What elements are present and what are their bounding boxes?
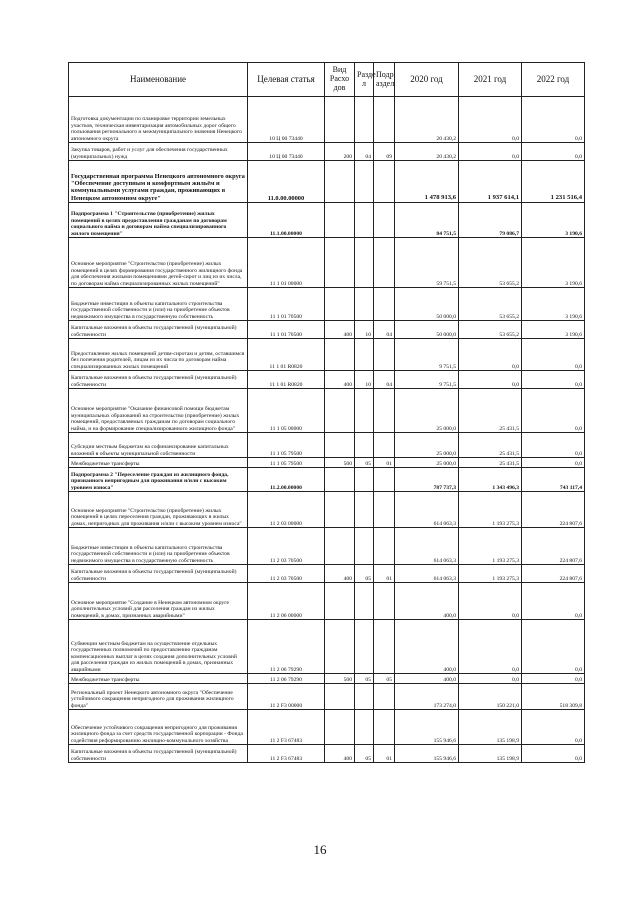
table-row (69, 371, 585, 389)
header-expense-type: Вид Расхо дов (325, 63, 355, 97)
cell-rz (355, 97, 374, 143)
cell-vr (325, 161, 355, 203)
cell-y2020: 25 000,0 (395, 433, 459, 458)
cell-y2020: 9 751,5 (395, 339, 459, 371)
cell-vr (325, 684, 355, 710)
cell-y2022: 0,0 (522, 745, 585, 763)
cell-target: 11.1.00.00000 (248, 203, 325, 238)
cell-rz: 05 (355, 458, 374, 468)
cell-vr (325, 238, 355, 288)
cell-name: Обеспечение устойчивого сокращения непригодного для проживания жилищного фонда за счет средств государственной корпорации - Фонда содействия реформированию жилищно-коммунального хозяйства (69, 710, 248, 745)
cell-vr (325, 620, 355, 674)
cell-name: Субвенции местным бюджетам на осуществление отдельных государственных полномочий по предоставлению гражданам компенсационных выплат в целях создания дополнительных условий для расселения граждан из жилых помещений в домах, признанных аварийными (69, 620, 248, 674)
cell-rz: 10 (355, 321, 374, 339)
cell-pr: 09 (374, 143, 395, 161)
cell-vr (325, 203, 355, 238)
cell-y2021: 25 431,5 (459, 389, 522, 433)
budget-table (68, 62, 585, 763)
cell-rz (355, 684, 374, 710)
page-number: 16 (313, 842, 327, 857)
table-row (69, 458, 585, 468)
cell-name: Межбюджетные трансферты (69, 458, 248, 468)
cell-name: Межбюджетные трансферты (69, 674, 248, 684)
cell-y2021: 53 655,2 (459, 238, 522, 288)
cell-pr (374, 528, 395, 565)
cell-y2021: 0,0 (459, 97, 522, 143)
cell-y2020: 84 751,5 (395, 203, 459, 238)
cell-target: 11 2 F3 00000 (248, 684, 325, 710)
cell-pr (374, 97, 395, 143)
cell-y2021: 135 198,9 (459, 710, 522, 745)
cell-y2020: 400,0 (395, 583, 459, 620)
cell-y2022: 0,0 (522, 710, 585, 745)
cell-name: Бюджетные инвестиции в объекты капитального строительства государственной собственности и (или) на приобретение объектов недвижимого имущества в государственную собственность (69, 528, 248, 565)
cell-name: Капитальные вложения в объекты государственной (муниципальной) собственности (69, 745, 248, 763)
cell-y2020: 155 946,6 (395, 745, 459, 763)
cell-vr (325, 583, 355, 620)
cell-rz (355, 389, 374, 433)
cell-y2022: 3 190,6 (522, 203, 585, 238)
cell-y2020: 614 063,3 (395, 528, 459, 565)
cell-pr (374, 203, 395, 238)
header-section: Разде л (355, 63, 374, 97)
cell-name: Закупка товаров, работ и услуг для обеспечения государственных (муниципальных) нужд (69, 143, 248, 161)
cell-rz: 05 (355, 674, 374, 684)
table-row (69, 710, 585, 745)
cell-name: Подготовка документации по планировке территории земельных участков, техническая инвентаризация автомобильных дорог общего пользования регионального и межмуниципального значения Ненецкого автономного округа (69, 97, 248, 143)
header-2022: 2022 год (522, 63, 585, 97)
cell-y2022: 3 190,6 (522, 238, 585, 288)
cell-pr: 05 (374, 674, 395, 684)
cell-rz: 05 (355, 565, 374, 583)
cell-rz (355, 528, 374, 565)
cell-pr: 01 (374, 745, 395, 763)
cell-y2022: 743 117,4 (522, 468, 585, 492)
cell-y2020: 20 430,2 (395, 97, 459, 143)
cell-y2022: 0,0 (522, 143, 585, 161)
cell-vr (325, 468, 355, 492)
cell-target: 11 1 05 79500 (248, 458, 325, 468)
cell-vr (325, 389, 355, 433)
table-row (69, 97, 585, 143)
cell-pr (374, 468, 395, 492)
table-row (69, 492, 585, 528)
cell-target: 11 2 06 79290 (248, 674, 325, 684)
cell-y2021: 1 193 275,3 (459, 528, 522, 565)
cell-rz: 10 (355, 371, 374, 389)
cell-target: 11 1 01 70500 (248, 288, 325, 321)
cell-pr (374, 620, 395, 674)
cell-pr (374, 583, 395, 620)
cell-y2022: 0,0 (522, 97, 585, 143)
cell-y2020: 25 000,0 (395, 389, 459, 433)
cell-vr: 400 (325, 371, 355, 389)
table-body (69, 97, 585, 763)
cell-name: Основное мероприятие "Строительство (приобретение) жилых помещений в целях переселения граждан, проживающих в жилых домах, непригодных для проживания и/или с высоким уровнем износа" (69, 492, 248, 528)
cell-y2022: 224 807,6 (522, 492, 585, 528)
cell-rz (355, 238, 374, 288)
cell-y2020: 50 000,0 (395, 288, 459, 321)
cell-y2020: 9 751,5 (395, 371, 459, 389)
cell-target: 10 Ц 00 73440 (248, 97, 325, 143)
cell-rz (355, 339, 374, 371)
cell-target: 11 1 05 79500 (248, 433, 325, 458)
cell-vr: 200 (325, 143, 355, 161)
cell-vr (325, 710, 355, 745)
cell-y2020: 173 274,0 (395, 684, 459, 710)
cell-target: 11 1 01 R0820 (248, 339, 325, 371)
cell-y2022: 0,0 (522, 674, 585, 684)
table-row (69, 339, 585, 371)
cell-name: Основное мероприятие "Строительство (приобретение) жилых помещений в целях формирования государственного жилищного фонда для обеспечения жилыми помещениями детей-сирот и лиц из их числа, по договорам найма специализированных жилых помещений" (69, 238, 248, 288)
cell-y2022: 224 807,6 (522, 565, 585, 583)
cell-y2021: 0,0 (459, 371, 522, 389)
cell-y2021: 0,0 (459, 674, 522, 684)
cell-target: 11 2 F3 67483 (248, 710, 325, 745)
cell-y2020: 614 063,3 (395, 492, 459, 528)
cell-y2022: 3 190,6 (522, 288, 585, 321)
cell-rz (355, 468, 374, 492)
cell-pr: 04 (374, 371, 395, 389)
cell-y2020: 155 946,6 (395, 710, 459, 745)
cell-name: Государственная программа Ненецкого автономного округа "Обеспечение доступным и комфортным жильём и коммунальными услугами граждан, проживающих в Ненецком автономном округе" (69, 161, 248, 203)
table-row (69, 203, 585, 238)
table-row (69, 143, 585, 161)
cell-y2021: 1 937 614,1 (459, 161, 522, 203)
cell-target: 11 2 06 00000 (248, 583, 325, 620)
cell-vr (325, 492, 355, 528)
table-header-row (69, 63, 585, 97)
header-subsection: Подр аздел (374, 63, 395, 97)
cell-rz (355, 433, 374, 458)
table-row (69, 468, 585, 492)
cell-pr (374, 433, 395, 458)
cell-y2021: 25 431,5 (459, 433, 522, 458)
cell-y2021: 79 086,7 (459, 203, 522, 238)
cell-name: Подпрограмма 1 "Строительство (приобретение) жилых помещений в целях предоставления гражданам по договорам социального найма и договорам найма специализированного жилого помещения" (69, 203, 248, 238)
cell-vr (325, 433, 355, 458)
cell-y2022: 0,0 (522, 389, 585, 433)
cell-rz (355, 583, 374, 620)
header-name: Наименование (69, 63, 248, 97)
cell-target: 11 2 03 70500 (248, 565, 325, 583)
cell-rz (355, 161, 374, 203)
table-row (69, 389, 585, 433)
cell-rz: 04 (355, 143, 374, 161)
cell-vr (325, 97, 355, 143)
cell-y2020: 50 000,0 (395, 321, 459, 339)
cell-y2021: 135 198,9 (459, 745, 522, 763)
cell-vr: 400 (325, 565, 355, 583)
table-row (69, 528, 585, 565)
table-row (69, 161, 585, 203)
cell-vr: 400 (325, 321, 355, 339)
table-row (69, 321, 585, 339)
cell-y2022: 0,0 (522, 620, 585, 674)
cell-pr (374, 161, 395, 203)
cell-name: Подпрограмма 2 "Переселение граждан из жилищного фонда, признанного непригодным для проживания и/или с высоким уровнем износа" (69, 468, 248, 492)
cell-rz (355, 288, 374, 321)
cell-pr (374, 684, 395, 710)
cell-pr (374, 389, 395, 433)
cell-y2020: 20 430,2 (395, 143, 459, 161)
cell-target: 11 1 01 00000 (248, 238, 325, 288)
table-row (69, 565, 585, 583)
cell-target: 11.2.00.00000 (248, 468, 325, 492)
cell-target: 11 2 03 70500 (248, 528, 325, 565)
cell-y2020: 400,0 (395, 674, 459, 684)
cell-y2021: 0,0 (459, 143, 522, 161)
cell-vr: 500 (325, 458, 355, 468)
cell-y2022: 3 190,6 (522, 321, 585, 339)
cell-y2021: 0,0 (459, 339, 522, 371)
cell-vr: 500 (325, 674, 355, 684)
cell-y2020: 59 751,5 (395, 238, 459, 288)
cell-y2020: 1 478 913,6 (395, 161, 459, 203)
cell-pr (374, 492, 395, 528)
cell-y2021: 0,0 (459, 620, 522, 674)
cell-pr (374, 288, 395, 321)
cell-y2022: 0,0 (522, 583, 585, 620)
cell-target: 10 Ц 00 73440 (248, 143, 325, 161)
cell-target: 11 1 01 R0820 (248, 371, 325, 389)
table-row (69, 745, 585, 763)
cell-target: 11.0.00.00000 (248, 161, 325, 203)
cell-rz: 05 (355, 745, 374, 763)
cell-target: 11 2 F3 67483 (248, 745, 325, 763)
cell-y2022: 518 309,8 (522, 684, 585, 710)
table-row (69, 674, 585, 684)
cell-pr: 04 (374, 321, 395, 339)
table-row (69, 288, 585, 321)
table-row (69, 620, 585, 674)
header-target: Целевая статья (248, 63, 325, 97)
table-row (69, 238, 585, 288)
cell-rz (355, 710, 374, 745)
cell-pr (374, 238, 395, 288)
cell-name: Субсидии местным бюджетам на софинансирование капитальных вложений в объекты муниципальной собственности (69, 433, 248, 458)
cell-y2021: 53 655,2 (459, 288, 522, 321)
cell-y2020: 25 000,0 (395, 458, 459, 468)
cell-y2022: 0,0 (522, 433, 585, 458)
cell-y2021: 0,0 (459, 583, 522, 620)
cell-vr (325, 528, 355, 565)
cell-y2022: 1 231 516,4 (522, 161, 585, 203)
cell-y2020: 787 737,3 (395, 468, 459, 492)
header-2021: 2021 год (459, 63, 522, 97)
cell-y2021: 150 221,0 (459, 684, 522, 710)
cell-target: 11 1 01 70500 (248, 321, 325, 339)
cell-pr (374, 339, 395, 371)
cell-vr (325, 288, 355, 321)
cell-y2021: 1 343 496,3 (459, 468, 522, 492)
cell-y2022: 224 807,6 (522, 528, 585, 565)
cell-y2020: 614 063,3 (395, 565, 459, 583)
cell-name: Бюджетные инвестиции в объекты капитального строительства государственной собственности и (или) на приобретение объектов недвижимого имущества в государственную собственность (69, 288, 248, 321)
cell-name: Предоставление жилых помещений детям-сиротам и детям, оставшимся без попечения родителей, лицам из их числа по договорам найма специализированных жилых помещений (69, 339, 248, 371)
cell-y2022: 0,0 (522, 371, 585, 389)
cell-name: Региональный проект Ненецкого автономного округа "Обеспечение устойчивого сокращения непригодного для проживания жилищного фонда" (69, 684, 248, 710)
cell-rz (355, 620, 374, 674)
cell-y2021: 1 193 275,3 (459, 565, 522, 583)
cell-y2020: 400,0 (395, 620, 459, 674)
table-row (69, 684, 585, 710)
cell-name: Капитальные вложения в объекты государственной (муниципальной) собственности (69, 565, 248, 583)
cell-rz (355, 203, 374, 238)
cell-y2021: 25 431,5 (459, 458, 522, 468)
cell-vr (325, 339, 355, 371)
cell-name: Основное мероприятие "Оказание финансовой помощи бюджетам муниципальных образований на строительство (приобретение) жилых помещений, предоставляемых гражданам по договорам социального найма, и на формирование специализированного жилищного фонда" (69, 389, 248, 433)
cell-pr: 01 (374, 565, 395, 583)
cell-vr: 400 (325, 745, 355, 763)
cell-name: Капитальные вложения в объекты государственной (муниципальной) собственности (69, 371, 248, 389)
cell-y2021: 53 655,2 (459, 321, 522, 339)
cell-pr: 01 (374, 458, 395, 468)
table-row (69, 433, 585, 458)
cell-target: 11 2 06 79290 (248, 620, 325, 674)
cell-y2022: 0,0 (522, 458, 585, 468)
cell-y2022: 0,0 (522, 339, 585, 371)
cell-name: Основное мероприятие "Создание в Ненецком автономном округе дополнительных условий для расселения граждан из жилых помещений, в домах, признанных аварийными" (69, 583, 248, 620)
table-row (69, 583, 585, 620)
cell-y2021: 1 193 275,3 (459, 492, 522, 528)
cell-name: Капитальные вложения в объекты государственной (муниципальной) собственности (69, 321, 248, 339)
cell-rz (355, 492, 374, 528)
header-2020: 2020 год (395, 63, 459, 97)
cell-pr (374, 710, 395, 745)
cell-target: 11 2 03 00000 (248, 492, 325, 528)
cell-target: 11 1 05 00000 (248, 389, 325, 433)
